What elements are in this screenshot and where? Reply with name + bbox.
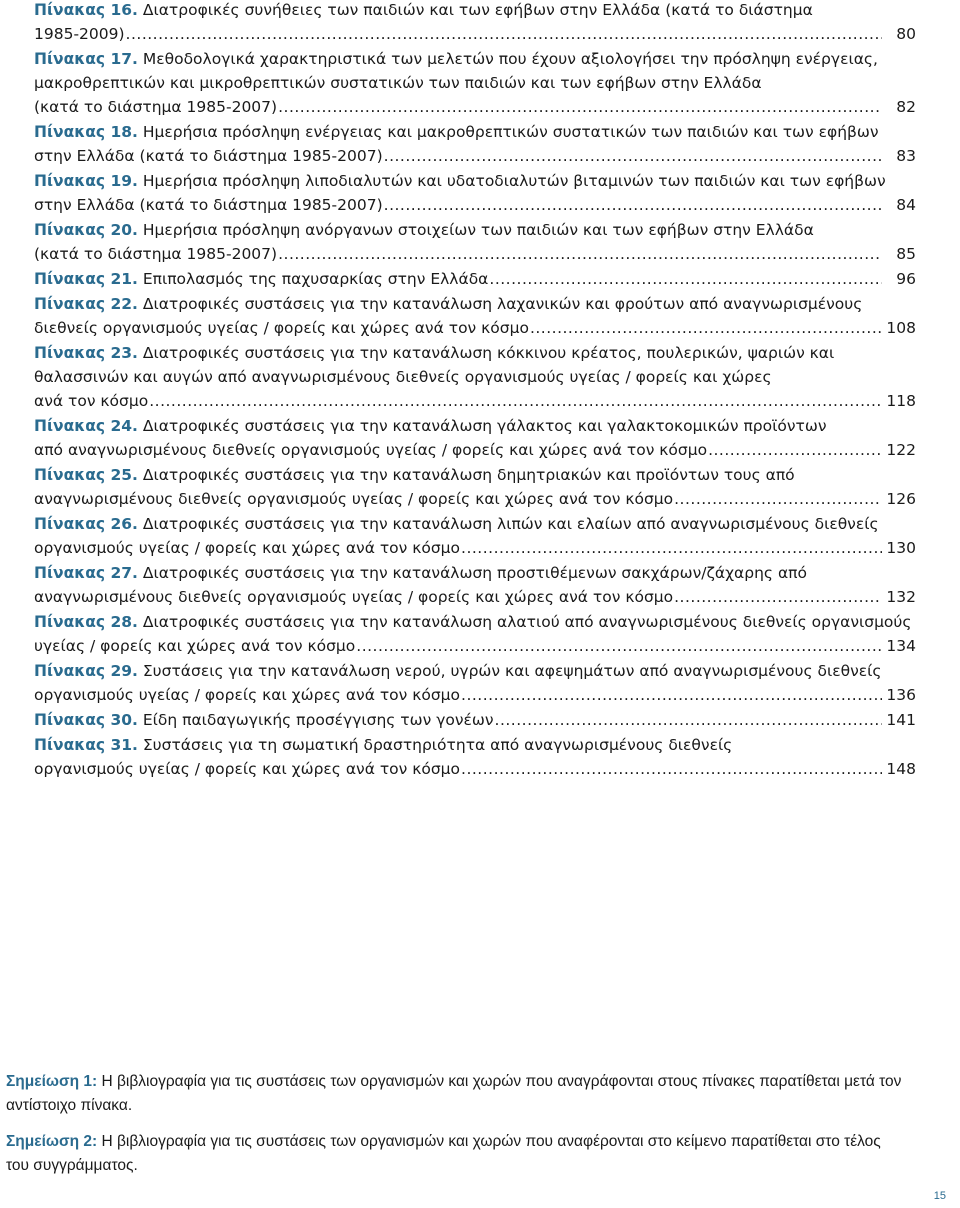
toc-entry-last-line <box>34 536 916 560</box>
toc-entry-line <box>34 0 916 22</box>
table-label: Πίνακας 31. <box>34 736 138 754</box>
note-text: Η βιβλιογραφία για τις συστάσεις των οργανισμών και χωρών που αναγράφονται στους πίνακες παρατίθεται μετά τον αντίστοιχο πίνακα. <box>6 1073 902 1114</box>
page-ref: 82 <box>896 98 916 116</box>
toc-entry <box>34 708 916 732</box>
toc-entry-last-line <box>34 22 916 46</box>
page-ref: 126 <box>886 490 916 508</box>
toc-entry <box>34 512 916 560</box>
table-label: Πίνακας 30. <box>34 711 138 729</box>
table-of-tables <box>34 0 916 782</box>
dot-leader <box>384 144 882 168</box>
toc-entry <box>34 463 916 511</box>
table-label: Πίνακας 25. <box>34 466 138 484</box>
table-label: Πίνακας 26. <box>34 515 138 533</box>
page-ref: 83 <box>896 147 916 165</box>
toc-entry <box>34 292 916 340</box>
note-text: Η βιβλιογραφία για τις συστάσεις των οργανισμών και χωρών που αναφέρονται στο κείμενο παρατίθεται στο τέλος του συγγράμματος. <box>6 1133 881 1174</box>
toc-entry-last-line <box>34 487 916 511</box>
toc-entry-title: διεθνείς οργανισμούς υγείας / φορείς και χώρες ανά τον κόσμο <box>34 319 529 337</box>
toc-entry-line <box>34 733 916 757</box>
page-number: 15 <box>933 1190 946 1202</box>
toc-entry-title: Ημερήσια πρόσληψη λιποδιαλυτών και υδατοδιαλυτών βιταμινών των παιδιών και των εφήβων <box>142 172 886 190</box>
page-ref: 130 <box>886 539 916 557</box>
page-ref: 84 <box>896 196 916 214</box>
toc-entry-line <box>34 47 916 71</box>
toc-entry-title: υγείας / φορείς και χώρες ανά τον κόσμο <box>34 637 356 655</box>
toc-entry <box>34 120 916 168</box>
toc-entry <box>34 341 916 413</box>
page-ref: 134 <box>886 637 916 655</box>
page-ref: 136 <box>886 686 916 704</box>
toc-entry <box>34 733 916 781</box>
page-ref: 108 <box>886 319 916 337</box>
table-label: Πίνακας 21. <box>34 270 138 288</box>
toc-entry-title: Διατροφικές συστάσεις για την κατανάλωση λιπών και ελαίων από αναγνωρισμένους διεθνείς <box>142 515 879 533</box>
notes-section <box>6 1070 906 1190</box>
toc-entry-line <box>34 463 916 487</box>
toc-entry-line <box>34 512 916 536</box>
toc-entry-title: οργανισμούς υγείας / φορείς και χώρες ανά τον κόσμο <box>34 539 461 557</box>
dot-leader <box>356 634 882 658</box>
table-label: Πίνακας 18. <box>34 123 138 141</box>
toc-entry-title: Διατροφικές συστάσεις για την κατανάλωση κόκκινου κρέατος, πουλερικών, ψαριών και <box>142 344 835 362</box>
toc-entry-title: Είδη παιδαγωγικής προσέγγισης των γονέων <box>142 711 494 729</box>
toc-entry-last-line <box>34 438 916 462</box>
dot-leader <box>495 708 882 732</box>
page-ref: 122 <box>886 441 916 459</box>
toc-entry-title: Συστάσεις για την κατανάλωση νερού, υγρών και αφεψημάτων από αναγνωρισμένους διεθνείς <box>142 662 882 680</box>
page-ref: 85 <box>896 245 916 263</box>
toc-entry-line <box>34 292 916 316</box>
toc-entry-line <box>34 169 916 193</box>
table-label: Πίνακας 24. <box>34 417 138 435</box>
table-label: Πίνακας 19. <box>34 172 138 190</box>
dot-leader <box>278 95 882 119</box>
toc-entry-last-line <box>34 634 916 658</box>
table-label: Πίνακας 29. <box>34 662 138 680</box>
page-ref: 148 <box>886 760 916 778</box>
toc-entry-line <box>34 218 916 242</box>
dot-leader <box>278 242 882 266</box>
toc-entry-title: στην Ελλάδα (κατά το διάστημα 1985-2007) <box>34 147 383 165</box>
toc-entry-line <box>34 610 916 634</box>
toc-entry-last-line <box>34 193 916 217</box>
table-label: Πίνακας 22. <box>34 295 138 313</box>
toc-entry <box>34 169 916 217</box>
toc-entry-line <box>34 341 916 365</box>
toc-entry-last-line <box>34 757 916 781</box>
toc-entry-last-line <box>34 316 916 340</box>
toc-entry-title: στην Ελλάδα (κατά το διάστημα 1985-2007) <box>34 196 383 214</box>
toc-entry-title: αναγνωρισμένους διεθνείς οργανισμούς υγείας / φορείς και χώρες ανά τον κόσμο <box>34 490 674 508</box>
table-label: Πίνακας 23. <box>34 344 138 362</box>
toc-entry-title: ανά τον κόσμο <box>34 392 149 410</box>
toc-entry-title: 1985-2009) <box>34 25 125 43</box>
note-label: Σημείωση 1: <box>6 1073 98 1090</box>
toc-entry-title: Μεθοδολογικά χαρακτηριστικά των μελετών που έχουν αξιολογήσει την πρόσληψη ενέργειας, <box>142 50 878 68</box>
toc-entry-title: Επιπολασμός της παχυσαρκίας στην Ελλάδα <box>142 270 489 288</box>
toc-entry-line <box>34 120 916 144</box>
dot-leader <box>674 487 882 511</box>
toc-entry-title: οργανισμούς υγείας / φορείς και χώρες ανά τον κόσμο <box>34 686 461 704</box>
dot-leader <box>384 193 882 217</box>
toc-entry-title: Ημερήσια πρόσληψη ενέργειας και μακροθρεπτικών συστατικών των παιδιών και των εφήβων <box>142 123 879 141</box>
toc-entry-last-line <box>34 242 916 266</box>
page-ref: 96 <box>896 270 916 288</box>
page-ref: 118 <box>886 392 916 410</box>
dot-leader <box>461 757 882 781</box>
toc-entry-last-line <box>34 389 916 413</box>
toc-entry <box>34 218 916 266</box>
table-label: Πίνακας 16. <box>34 1 138 19</box>
dot-leader <box>708 438 882 462</box>
dot-leader <box>461 536 882 560</box>
dot-leader <box>530 316 882 340</box>
note <box>6 1130 906 1178</box>
toc-entry <box>34 610 916 658</box>
toc-entry-last-line <box>34 144 916 168</box>
dot-leader <box>149 389 882 413</box>
toc-entry-title: (κατά το διάστημα 1985-2007) <box>34 98 278 116</box>
toc-entry <box>34 47 916 119</box>
toc-entry-title: Ημερήσια πρόσληψη ανόργανων στοιχείων των παιδιών και των εφήβων στην Ελλάδα <box>142 221 814 239</box>
toc-entry <box>34 414 916 462</box>
table-label: Πίνακας 17. <box>34 50 138 68</box>
toc-entry-last-line <box>34 267 916 291</box>
toc-entry <box>34 561 916 609</box>
page-ref: 80 <box>896 25 916 43</box>
toc-entry-line <box>34 71 916 95</box>
toc-entry-title: Διατροφικές συστάσεις για την κατανάλωση προστιθέμενων σακχάρων/ζάχαρης από <box>142 564 807 582</box>
toc-entry <box>34 0 916 46</box>
toc-entry <box>34 659 916 707</box>
toc-entry-title: οργανισμούς υγείας / φορείς και χώρες ανά τον κόσμο <box>34 760 461 778</box>
page-ref: 141 <box>886 711 916 729</box>
toc-entry-title: Συστάσεις για τη σωματική δραστηριότητα από αναγνωρισμένους διεθνείς <box>142 736 733 754</box>
toc-entry-title: Διατροφικές συστάσεις για την κατανάλωση δημητριακών και προϊόντων τους από <box>142 466 795 484</box>
table-label: Πίνακας 28. <box>34 613 138 631</box>
toc-entry-title: θαλασσινών και αυγών από αναγνωρισμένους διεθνείς οργανισμούς υγείας / φορείς και χώρες <box>34 368 772 386</box>
toc-entry-title: (κατά το διάστημα 1985-2007) <box>34 245 278 263</box>
toc-entry-last-line <box>34 585 916 609</box>
toc-entry-line <box>34 659 916 683</box>
dot-leader <box>674 585 882 609</box>
toc-entry-line <box>34 365 916 389</box>
toc-entry-line <box>34 414 916 438</box>
toc-entry-title: Διατροφικές συστάσεις για την κατανάλωση γάλακτος και γαλακτοκομικών προϊόντων <box>142 417 827 435</box>
toc-entry-title: αναγνωρισμένους διεθνείς οργανισμούς υγείας / φορείς και χώρες ανά τον κόσμο <box>34 588 674 606</box>
toc-entry-title: Διατροφικές συστάσεις για την κατανάλωση λαχανικών και φρούτων από αναγνωρισμένους <box>142 295 863 313</box>
toc-entry-title: μακροθρεπτικών και μικροθρεπτικών συστατικών των παιδιών και των εφήβων στην Ελλάδα <box>34 74 762 92</box>
note-label: Σημείωση 2: <box>6 1133 98 1150</box>
toc-entry-line <box>34 561 916 585</box>
toc-entry-last-line <box>34 95 916 119</box>
dot-leader <box>126 22 882 46</box>
toc-entry-last-line <box>34 683 916 707</box>
toc-entry-title: Διατροφικές συστάσεις για την κατανάλωση αλατιού από αναγνωρισμένους διεθνείς οργανισμούς <box>142 613 912 631</box>
toc-entry-title: από αναγνωρισμένους διεθνείς οργανισμούς υγείας / φορείς και χώρες ανά τον κόσμο <box>34 441 708 459</box>
table-label: Πίνακας 20. <box>34 221 138 239</box>
page-ref: 132 <box>886 588 916 606</box>
dot-leader <box>461 683 882 707</box>
table-label: Πίνακας 27. <box>34 564 138 582</box>
toc-entry-last-line <box>34 708 916 732</box>
toc-entry-title: Διατροφικές συνήθειες των παιδιών και των εφήβων στην Ελλάδα (κατά το διάστημα <box>142 1 813 19</box>
toc-entry <box>34 267 916 291</box>
dot-leader <box>489 267 882 291</box>
note <box>6 1070 906 1118</box>
